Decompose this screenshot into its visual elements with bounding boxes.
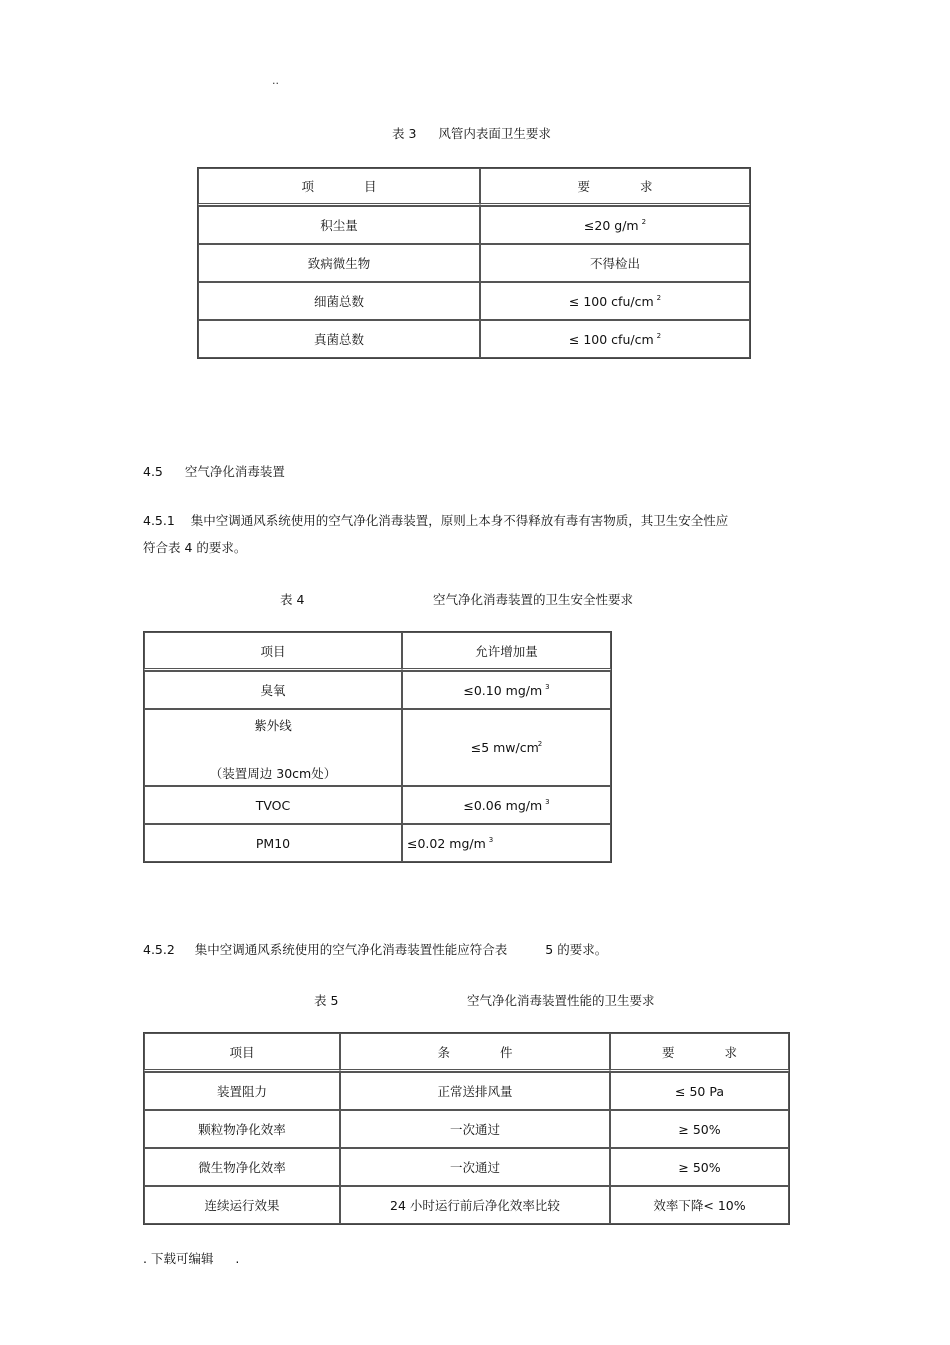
cell-line: 紫外线 [254,718,292,733]
table-cell [144,709,402,786]
cell-value: ≤ 100 cfu/cm [568,293,654,309]
section-heading-4-5 [143,459,285,485]
paragraph-4-5-1-line1 [143,508,728,534]
superscript: 3 [488,835,494,844]
table-header-row [198,168,750,206]
table-row [198,244,750,282]
table4-caption-number: 表 4 [280,592,305,607]
cell-line: （装置周边 30cm处） [209,766,337,781]
table-header-cell: 条 件 [340,1033,610,1072]
table-cell: 臭氧 [144,671,402,709]
table-row [198,282,750,320]
table-cell: PM10 [144,824,402,862]
table-header-row [144,1033,789,1072]
table5 [143,1032,790,1225]
paragraph-text: 集中空调通风系统使用的空气净化消毒装置，原则上本身不得释放有毒有害物质，其卫生安全性应 [190,513,729,528]
table-cell: 积尘量 [198,206,480,244]
table-cell: 不得检出 [480,244,750,282]
table-cell: 致病微生物 [198,244,480,282]
table4 [143,631,612,863]
paragraph-4-5-2 [143,937,607,963]
table-cell: TVOC [144,786,402,824]
footer-text: . 下载可编辑 [143,1251,214,1266]
table-header-cell: 要 求 [480,168,750,206]
table-cell: 一次通过 [340,1148,610,1186]
table-cell: 细菌总数 [198,282,480,320]
table-cell: 正常送排风量 [340,1072,610,1110]
table-cell: 真菌总数 [198,320,480,358]
table-cell: 一次通过 [340,1110,610,1148]
cell-spacer [149,734,397,764]
table-row [144,671,611,709]
superscript: 2 [537,740,543,748]
paragraph-4-5-1-line2: 符合表 4 的要求。 [143,540,247,555]
table-row [144,709,611,786]
section-title: 空气净化消毒装置 [184,464,285,479]
footer [143,1246,239,1272]
table-header-cell: 项目 [144,1033,340,1072]
cell-value: ≤ 100 cfu/cm [568,331,654,347]
section-number: 4.5 [143,464,163,479]
table-row [198,320,750,358]
table-cell [402,786,611,824]
table4-caption-title: 空气净化消毒装置的卫生安全性要求 [433,592,634,607]
cell-value: ≤0.02 mg/m [407,835,486,851]
superscript: 3 [545,682,550,691]
table-cell [480,320,750,358]
paragraph-number: 4.5.1 [143,513,175,528]
table-header-cell: 项 目 [198,168,480,206]
cell-value: ≤20 g/m [583,217,639,233]
table-header-row [144,632,611,671]
paragraph-text: 集中空调通风系统使用的空气净化消毒装置性能应符合表 [194,942,508,957]
table-row [144,1110,789,1148]
table3 [197,167,751,359]
superscript: 2 [656,293,662,302]
table-row [144,1186,789,1224]
table-cell [480,282,750,320]
table-row [144,1148,789,1186]
table-row [144,786,611,824]
table5-caption-title: 空气净化消毒装置性能的卫生要求 [467,993,655,1008]
table-row [198,206,750,244]
superscript: 2 [641,217,647,226]
table-row [144,824,611,862]
cell-value: ≤0.10 mg/m [463,682,543,698]
table-row [144,1072,789,1110]
table-header-cell: 项目 [144,632,402,671]
paragraph-tail: 5 的要求。 [545,942,608,957]
paragraph-number: 4.5.2 [143,942,175,957]
table-cell: 效率下降< 10% [610,1186,789,1224]
table-cell: 微生物净化效率 [144,1148,340,1186]
table-cell: ≤ 50 Pa [610,1072,789,1110]
table-cell [402,671,611,709]
table-cell [402,709,611,786]
table-cell: 连续运行效果 [144,1186,340,1224]
table3-caption-number: 表 3 [392,126,417,141]
cell-value: ≤0.06 mg/m [463,797,543,813]
table5-caption-number: 表 5 [314,993,339,1008]
table3-caption-title: 风管内表面卫生要求 [438,126,551,141]
table-cell: 颗粒物净化效率 [144,1110,340,1148]
table-cell [480,206,750,244]
footer-dot: . [235,1251,240,1266]
cell-value: ≤5 mw/cm [470,740,539,755]
table-cell: ≥ 50% [610,1110,789,1148]
superscript: 3 [545,797,550,806]
table-cell: 装置阻力 [144,1072,340,1110]
table3-caption [392,124,551,142]
superscript: 2 [656,331,662,340]
table-header-cell: 允许增加量 [402,632,611,671]
table-cell [402,824,611,862]
table-cell: 24 小时运行前后净化效率比较 [340,1186,610,1224]
header-mark: .. [272,74,279,87]
table-cell: ≥ 50% [610,1148,789,1186]
table-header-cell: 要 求 [610,1033,789,1072]
